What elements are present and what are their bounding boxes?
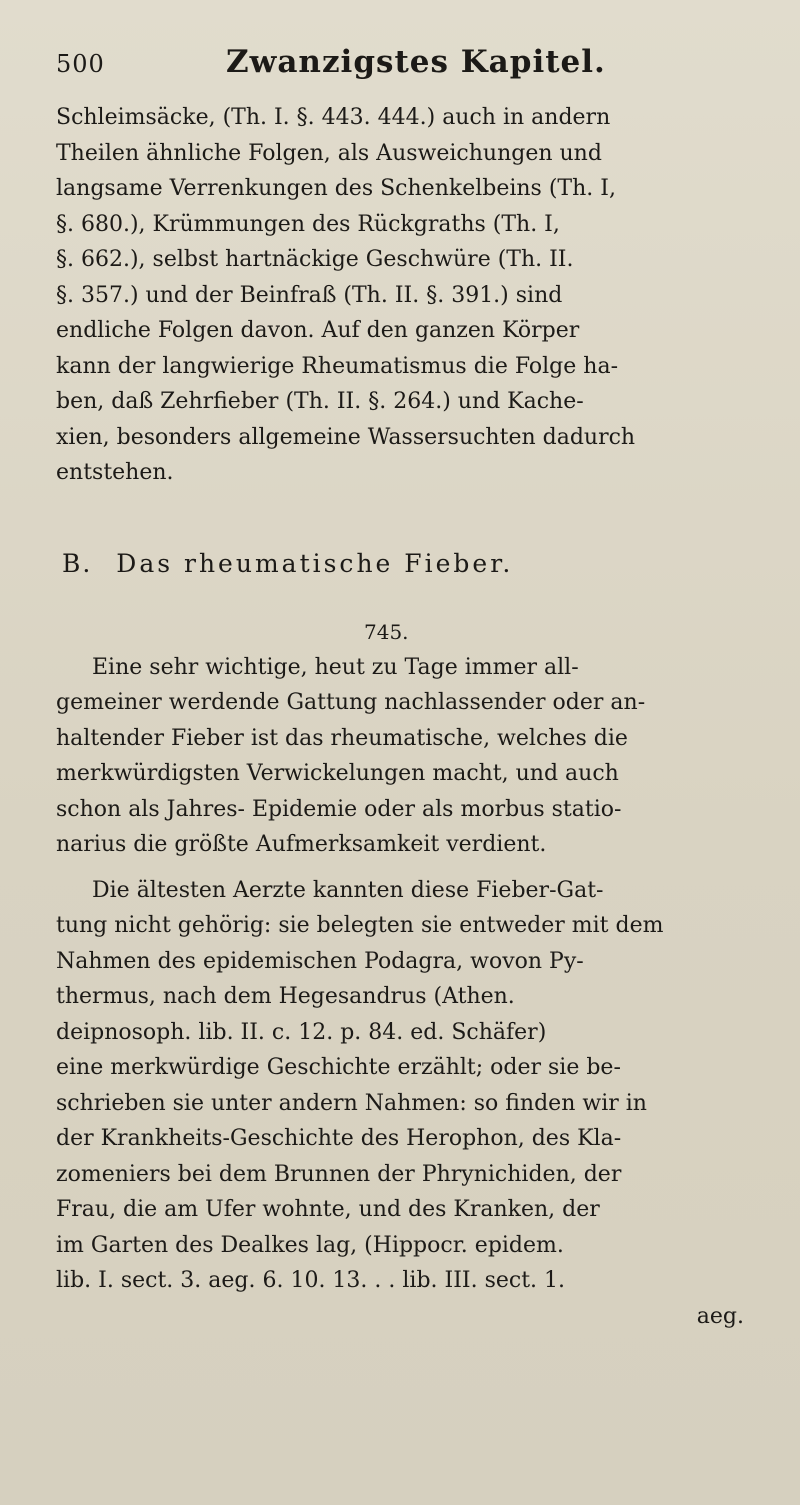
section-title: Das rheumatische Fieber. xyxy=(116,548,514,578)
text-line: schrieben sie unter andern Nahmen: so finden wir in xyxy=(56,1090,647,1116)
text-line: narius die größte Aufmerksamkeit verdient. xyxy=(56,832,547,857)
text-line: ben, daß Zehrfieber (Th. II. §. 264.) und Kache- xyxy=(56,389,584,414)
text-line: entstehen. xyxy=(56,460,174,485)
text-line: langsame Verrenkungen des Schenkelbeins (Th. I, xyxy=(56,176,616,201)
chapter-title: Zwanzigstes Kapitel. xyxy=(226,44,606,80)
text-line: aeg. xyxy=(696,1303,744,1329)
text-line: Die ältesten Aerzte kannten diese Fieber-Gat- xyxy=(92,877,604,903)
text-line: deipnosoph. lib. II. c. 12. p. 84. ed. Schäfer) xyxy=(56,1019,547,1045)
text-line: haltender Fieber ist das rheumatische, welches die xyxy=(56,725,628,751)
section-label: B. xyxy=(62,548,93,578)
running-head xyxy=(56,44,744,100)
text-line: lib. I. sect. 3. aeg. 6. 10. 13. . . lib. III. sect. 1. xyxy=(56,1268,566,1293)
text-line: Nahmen des epidemischen Podagra, wovon Py- xyxy=(56,948,584,974)
text-line: §. 662.), selbst hartnäckige Geschwüre (Th. II. xyxy=(56,247,574,272)
paragraph-fever-intro xyxy=(56,650,744,863)
paragraph-number: 745. xyxy=(364,619,409,644)
text-line: eine merkwürdige Geschichte erzählt; oder sie be- xyxy=(56,1055,621,1080)
text-line: schon als Jahres- Epidemie oder als morbus statio- xyxy=(56,796,622,822)
text-line: im Garten des Dealkes lag, (Hippocr. epidem. xyxy=(56,1232,564,1258)
paragraph-gap xyxy=(56,863,744,873)
paragraph-ancient-physicians xyxy=(56,873,744,1335)
text-line: §. 357.) und der Beinfraß (Th. II. §. 391.) sind xyxy=(56,282,563,308)
text-line: Theilen ähnliche Folgen, als Ausweichungen und xyxy=(56,140,602,166)
text-line: kann der langwierige Rheumatismus die Folge ha- xyxy=(56,353,618,379)
section-heading xyxy=(62,549,744,578)
text-line: merkwürdigsten Verwickelungen macht, und auch xyxy=(56,761,619,786)
text-line: §. 680.), Krümmungen des Rückgraths (Th. I, xyxy=(56,211,560,237)
text-line: xien, besonders allgemeine Wassersuchten dadurch xyxy=(56,424,636,450)
text-line: Frau, die am Ufer wohnte, und des Kranken, der xyxy=(56,1197,600,1222)
text-line: Eine sehr wichtige, heut zu Tage immer all- xyxy=(92,654,579,680)
text-line: tung nicht gehörig: sie belegten sie entweder mit dem xyxy=(56,913,664,938)
text-line: gemeiner werdende Gattung nachlassender oder an- xyxy=(56,690,646,715)
paragraph-continuation xyxy=(56,100,744,491)
text-line: der Krankheits-Geschichte des Herophon, des Kla- xyxy=(56,1126,622,1151)
page-number: 500 xyxy=(56,50,105,78)
text-line: endliche Folgen davon. Auf den ganzen Körper xyxy=(56,318,580,343)
text-line: zomeniers bei dem Brunnen der Phrynichiden, der xyxy=(56,1161,622,1187)
text-line: thermus, nach dem Hegesandrus (Athen. xyxy=(56,984,515,1009)
text-line: Schleimsäcke, (Th. I. §. 443. 444.) auch in andern xyxy=(56,105,611,130)
